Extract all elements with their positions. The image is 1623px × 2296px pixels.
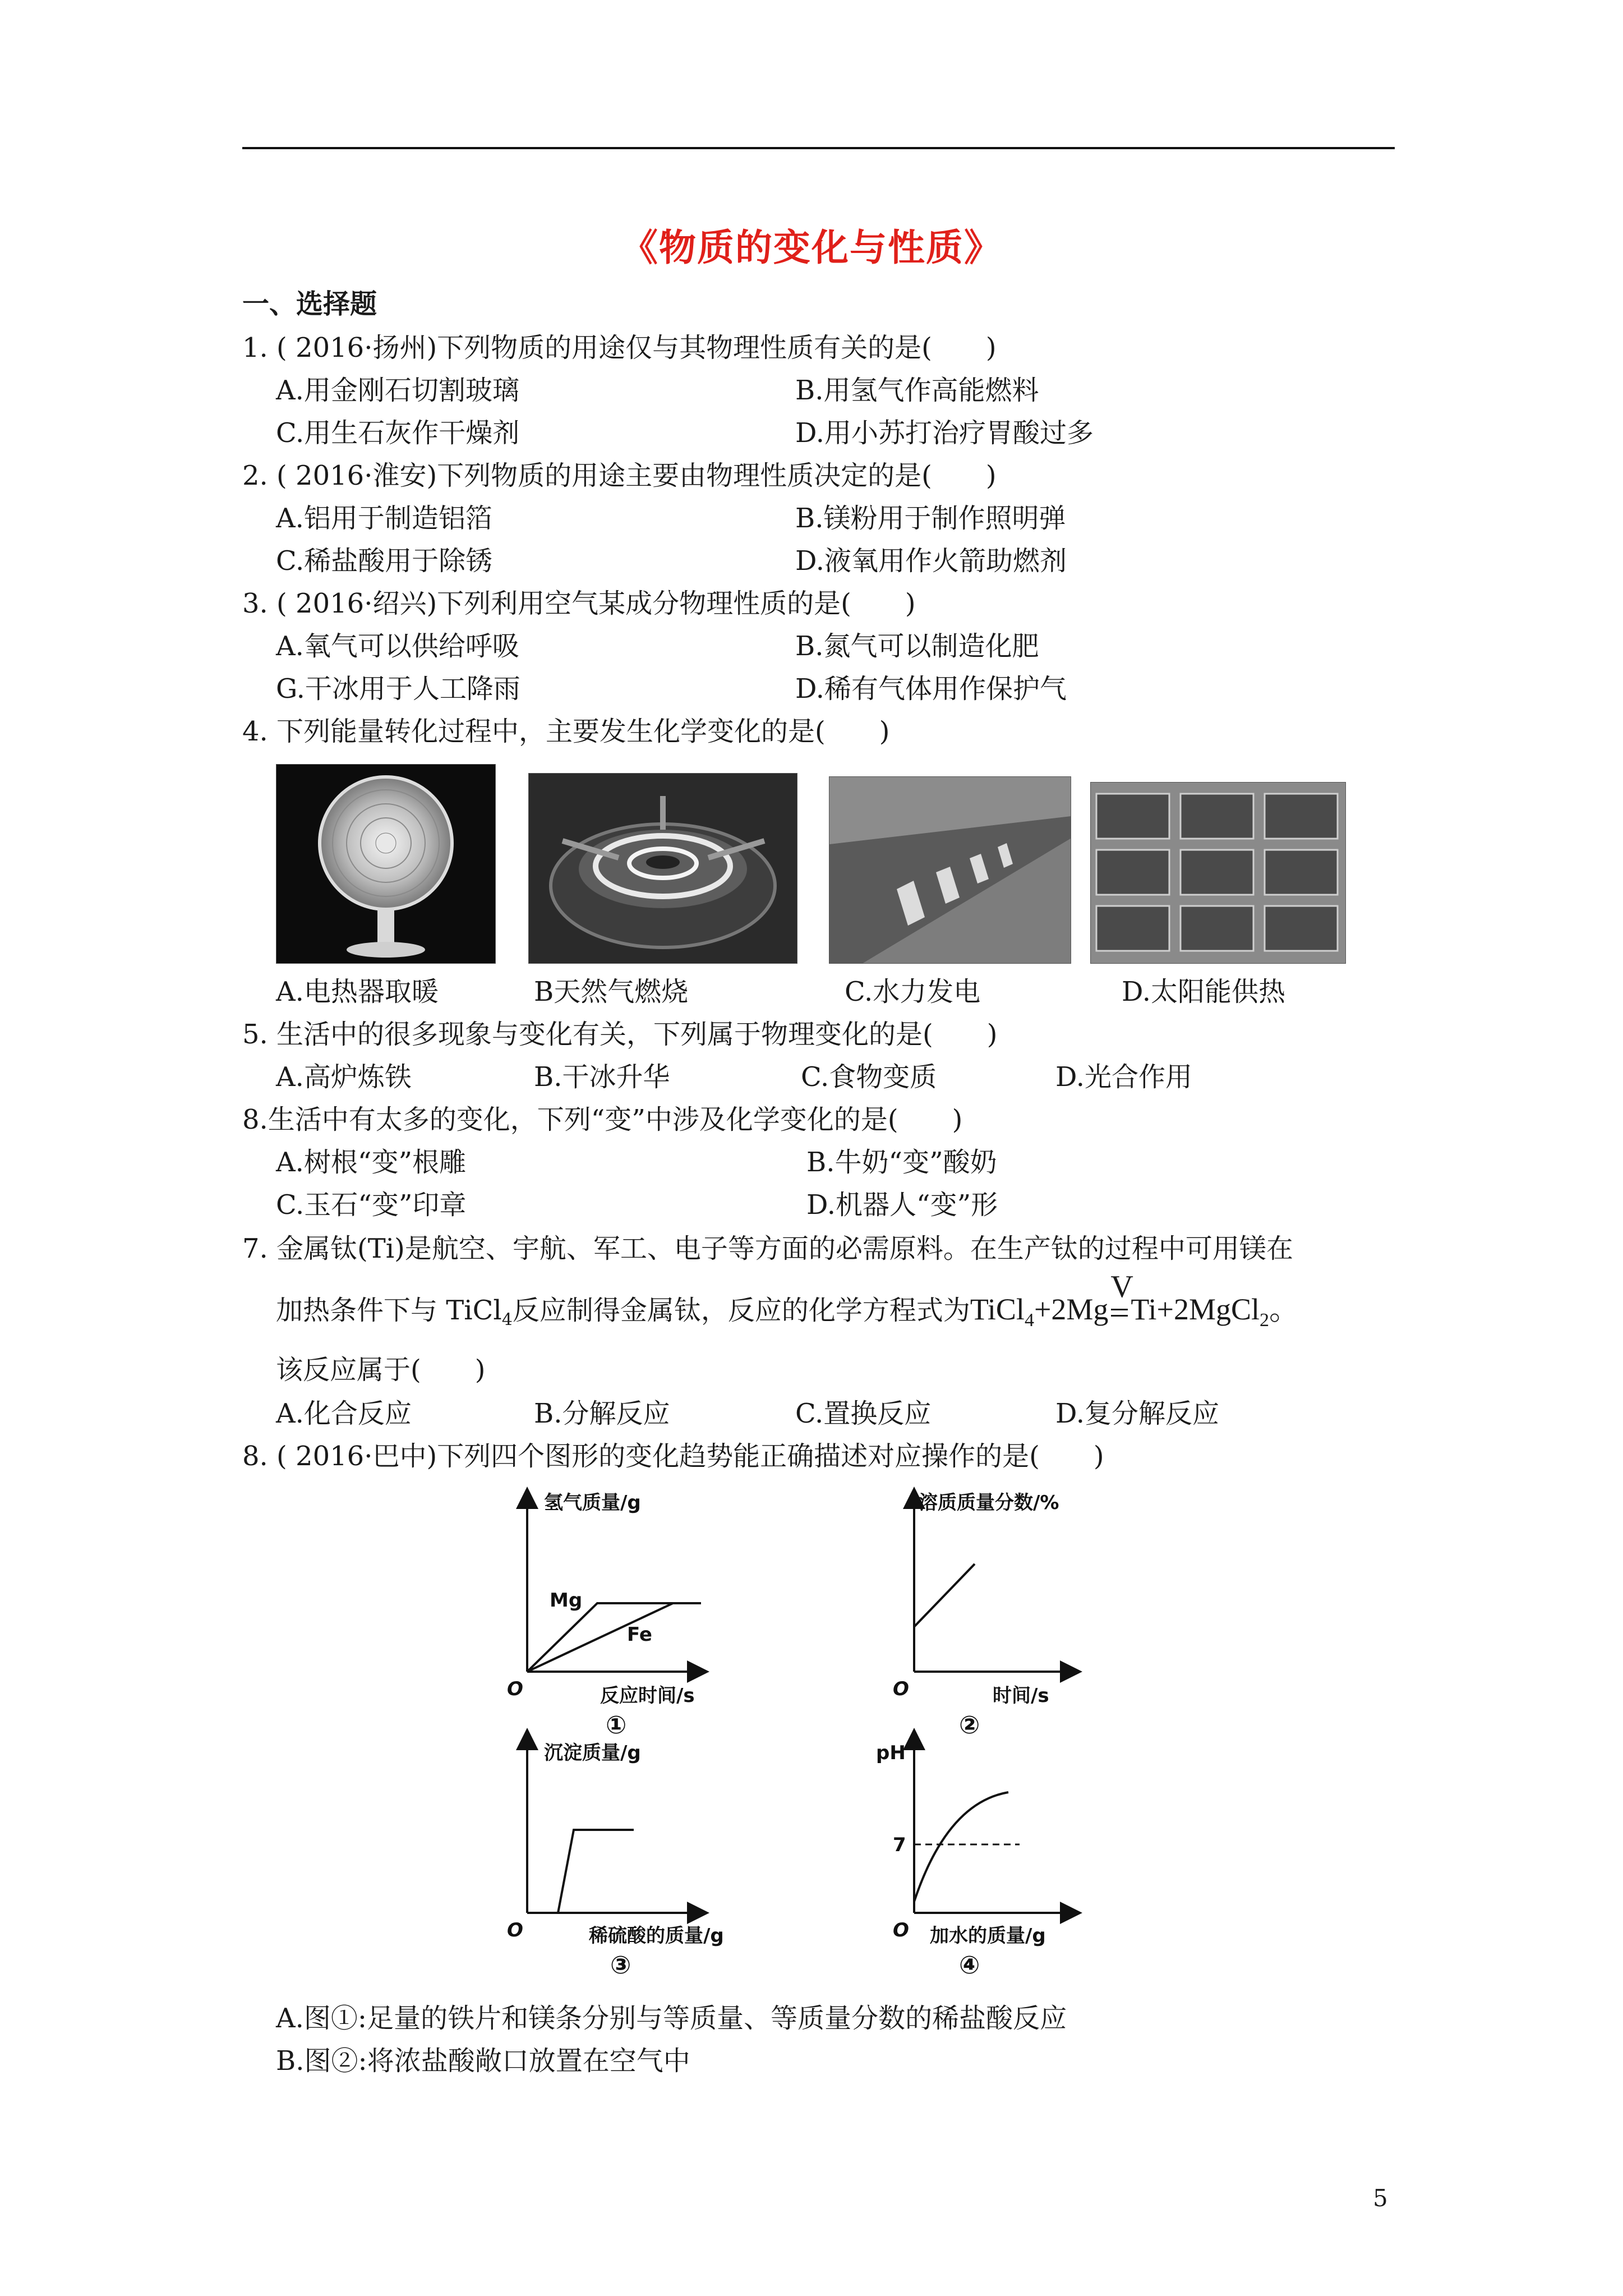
q3-option-d: D.稀有气体用作保护气 bbox=[795, 673, 1067, 705]
solar-panels-photo bbox=[1090, 782, 1346, 964]
q3-option-a: A.氧气可以供给呼吸 bbox=[276, 631, 519, 662]
q4-option-a: A.电热器取暖 bbox=[276, 976, 439, 1007]
page-number: 5 bbox=[1373, 2184, 1388, 2212]
q7-stem-part-a: 加热条件下与 TiCl bbox=[276, 1295, 502, 1326]
q7-option-a: A.化合反应 bbox=[276, 1398, 412, 1429]
q8-graphs bbox=[505, 1487, 1150, 1991]
q5-option-c: C.食物变质 bbox=[801, 1061, 937, 1093]
q7-stem-line3: 该反应属于( ) bbox=[276, 1354, 486, 1386]
q3-stem: 3. ( 2016·绍兴)下列利用空气某成分物理性质的是( ) bbox=[242, 588, 916, 619]
q7-option-c: C.置换反应 bbox=[795, 1398, 932, 1429]
header-rule bbox=[242, 147, 1395, 149]
eq-condition-symbol: V bbox=[1110, 1269, 1133, 1304]
q6-option-d: D.机器人“变”形 bbox=[806, 1189, 998, 1221]
q5-option-d: D.光合作用 bbox=[1055, 1061, 1193, 1093]
q2-option-c: C.稀盐酸用于除锈 bbox=[276, 545, 493, 577]
g4-origin: O bbox=[893, 1919, 909, 1941]
eq-sub2: 2 bbox=[1260, 1309, 1270, 1331]
g2-origin: O bbox=[893, 1678, 909, 1700]
g3-ylabel: 沉淀质量/g bbox=[544, 1742, 641, 1764]
g1-xlabel: 反应时间/s bbox=[600, 1685, 695, 1707]
eq-reactant2: +2Mg bbox=[1034, 1292, 1109, 1326]
q8-stem: 8. ( 2016·巴中)下列四个图形的变化趋势能正确描述对应操作的是( ) bbox=[242, 1441, 1104, 1472]
gas-burner-photo bbox=[528, 773, 797, 964]
q4-stem: 4. 下列能量转化过程中，主要发生化学变化的是( ) bbox=[242, 716, 890, 747]
g1-number: ① bbox=[606, 1711, 627, 1740]
g3-xlabel: 稀硫酸的质量/g bbox=[589, 1925, 724, 1947]
q6-option-a: A.树根“变”根雕 bbox=[276, 1147, 467, 1178]
heater-photo bbox=[276, 764, 496, 964]
g4-ylabel: pH bbox=[876, 1742, 906, 1764]
q2-stem: 2. ( 2016·淮安)下列物质的用途主要由物理性质决定的是( ) bbox=[242, 460, 997, 491]
eq-reactant1: TiCl bbox=[970, 1292, 1025, 1326]
q1-stem: 1. ( 2016·扬州)下列物质的用途仅与其物理性质有关的是( ) bbox=[242, 332, 997, 364]
q4-option-b: B天然气燃烧 bbox=[534, 976, 689, 1007]
q1-option-b: B.用氢气作高能燃料 bbox=[795, 375, 1039, 406]
q5-option-a: A.高炉炼铁 bbox=[276, 1061, 412, 1093]
q7-stem-sub: 4 bbox=[501, 1310, 513, 1330]
q1-option-c: C.用生石灰作干燥剂 bbox=[276, 417, 520, 449]
q7-stem-part-c: 反应制得金属钛，反应的化学方程式为 bbox=[512, 1295, 970, 1326]
q8-option-b: B.图②:将浓盐酸敞口放置在空气中 bbox=[276, 2045, 690, 2077]
g4-xlabel: 加水的质量/g bbox=[930, 1925, 1046, 1947]
g2-ylabel: 溶质质量分数/% bbox=[919, 1492, 1059, 1514]
q8-option-a: A.图①:足量的铁片和镁条分别与等质量、等质量分数的稀盐酸反应 bbox=[276, 2003, 1067, 2034]
eq-end: 。 bbox=[1269, 1292, 1300, 1326]
q7-option-d: D.复分解反应 bbox=[1055, 1398, 1220, 1429]
q2-option-b: B.镁粉用于制作照明弹 bbox=[795, 503, 1066, 534]
q4-option-c: C.水力发电 bbox=[845, 976, 981, 1007]
g1-ylabel: 氢气质量/g bbox=[544, 1492, 641, 1514]
q2-option-d: D.液氧用作火箭助燃剂 bbox=[795, 545, 1067, 577]
g3-number: ③ bbox=[610, 1951, 631, 1980]
g2-xlabel: 时间/s bbox=[993, 1685, 1049, 1707]
g1-series-fe: Fe bbox=[627, 1623, 652, 1646]
g4-number: ④ bbox=[959, 1951, 980, 1980]
page-title: 《物质的变化与性质》 bbox=[621, 226, 1002, 269]
chemical-equation bbox=[970, 1269, 1300, 1331]
q1-option-a: A.用金刚石切割玻璃 bbox=[276, 375, 519, 406]
q4-option-d: D.太阳能供热 bbox=[1122, 976, 1286, 1007]
q5-option-b: B.干冰升华 bbox=[534, 1061, 670, 1093]
eq-sub1: 4 bbox=[1024, 1309, 1034, 1331]
q1-option-d: D.用小苏打治疗胃酸过多 bbox=[795, 417, 1094, 449]
eq-products: Ti+2MgCl bbox=[1131, 1292, 1260, 1326]
section-heading: 一、选择题 bbox=[242, 288, 377, 320]
q3-option-c: G.干冰用于人工降雨 bbox=[276, 673, 520, 705]
eq-condition bbox=[1108, 1269, 1133, 1326]
g2-number: ② bbox=[959, 1711, 980, 1740]
q3-option-b: B.氮气可以制造化肥 bbox=[795, 631, 1039, 662]
q6-option-c: C.玉石“变”印章 bbox=[276, 1189, 467, 1221]
q7-stem-line1: 7. 金属钛(Ti)是航空、宇航、军工、电子等方面的必需原料。在生产钛的过程中可用镁在 bbox=[242, 1233, 1293, 1264]
g4-tick-7: 7 bbox=[893, 1834, 906, 1856]
q6-option-b: B.牛奶“变”酸奶 bbox=[806, 1147, 997, 1178]
q7-stem-line2 bbox=[276, 1269, 1300, 1337]
q5-stem: 5. 生活中的很多现象与变化有关，下列属于物理变化的是( ) bbox=[242, 1019, 998, 1050]
g1-origin: O bbox=[507, 1678, 523, 1700]
q6-stem: 8.生活中有太多的变化，下列“变”中涉及化学变化的是( ) bbox=[242, 1104, 963, 1135]
g1-series-mg: Mg bbox=[550, 1589, 583, 1612]
g3-origin: O bbox=[507, 1919, 523, 1941]
q2-option-a: A.铝用于制造铝箔 bbox=[276, 503, 492, 534]
hydro-dam-photo bbox=[829, 776, 1071, 964]
q7-option-b: B.分解反应 bbox=[534, 1398, 670, 1429]
